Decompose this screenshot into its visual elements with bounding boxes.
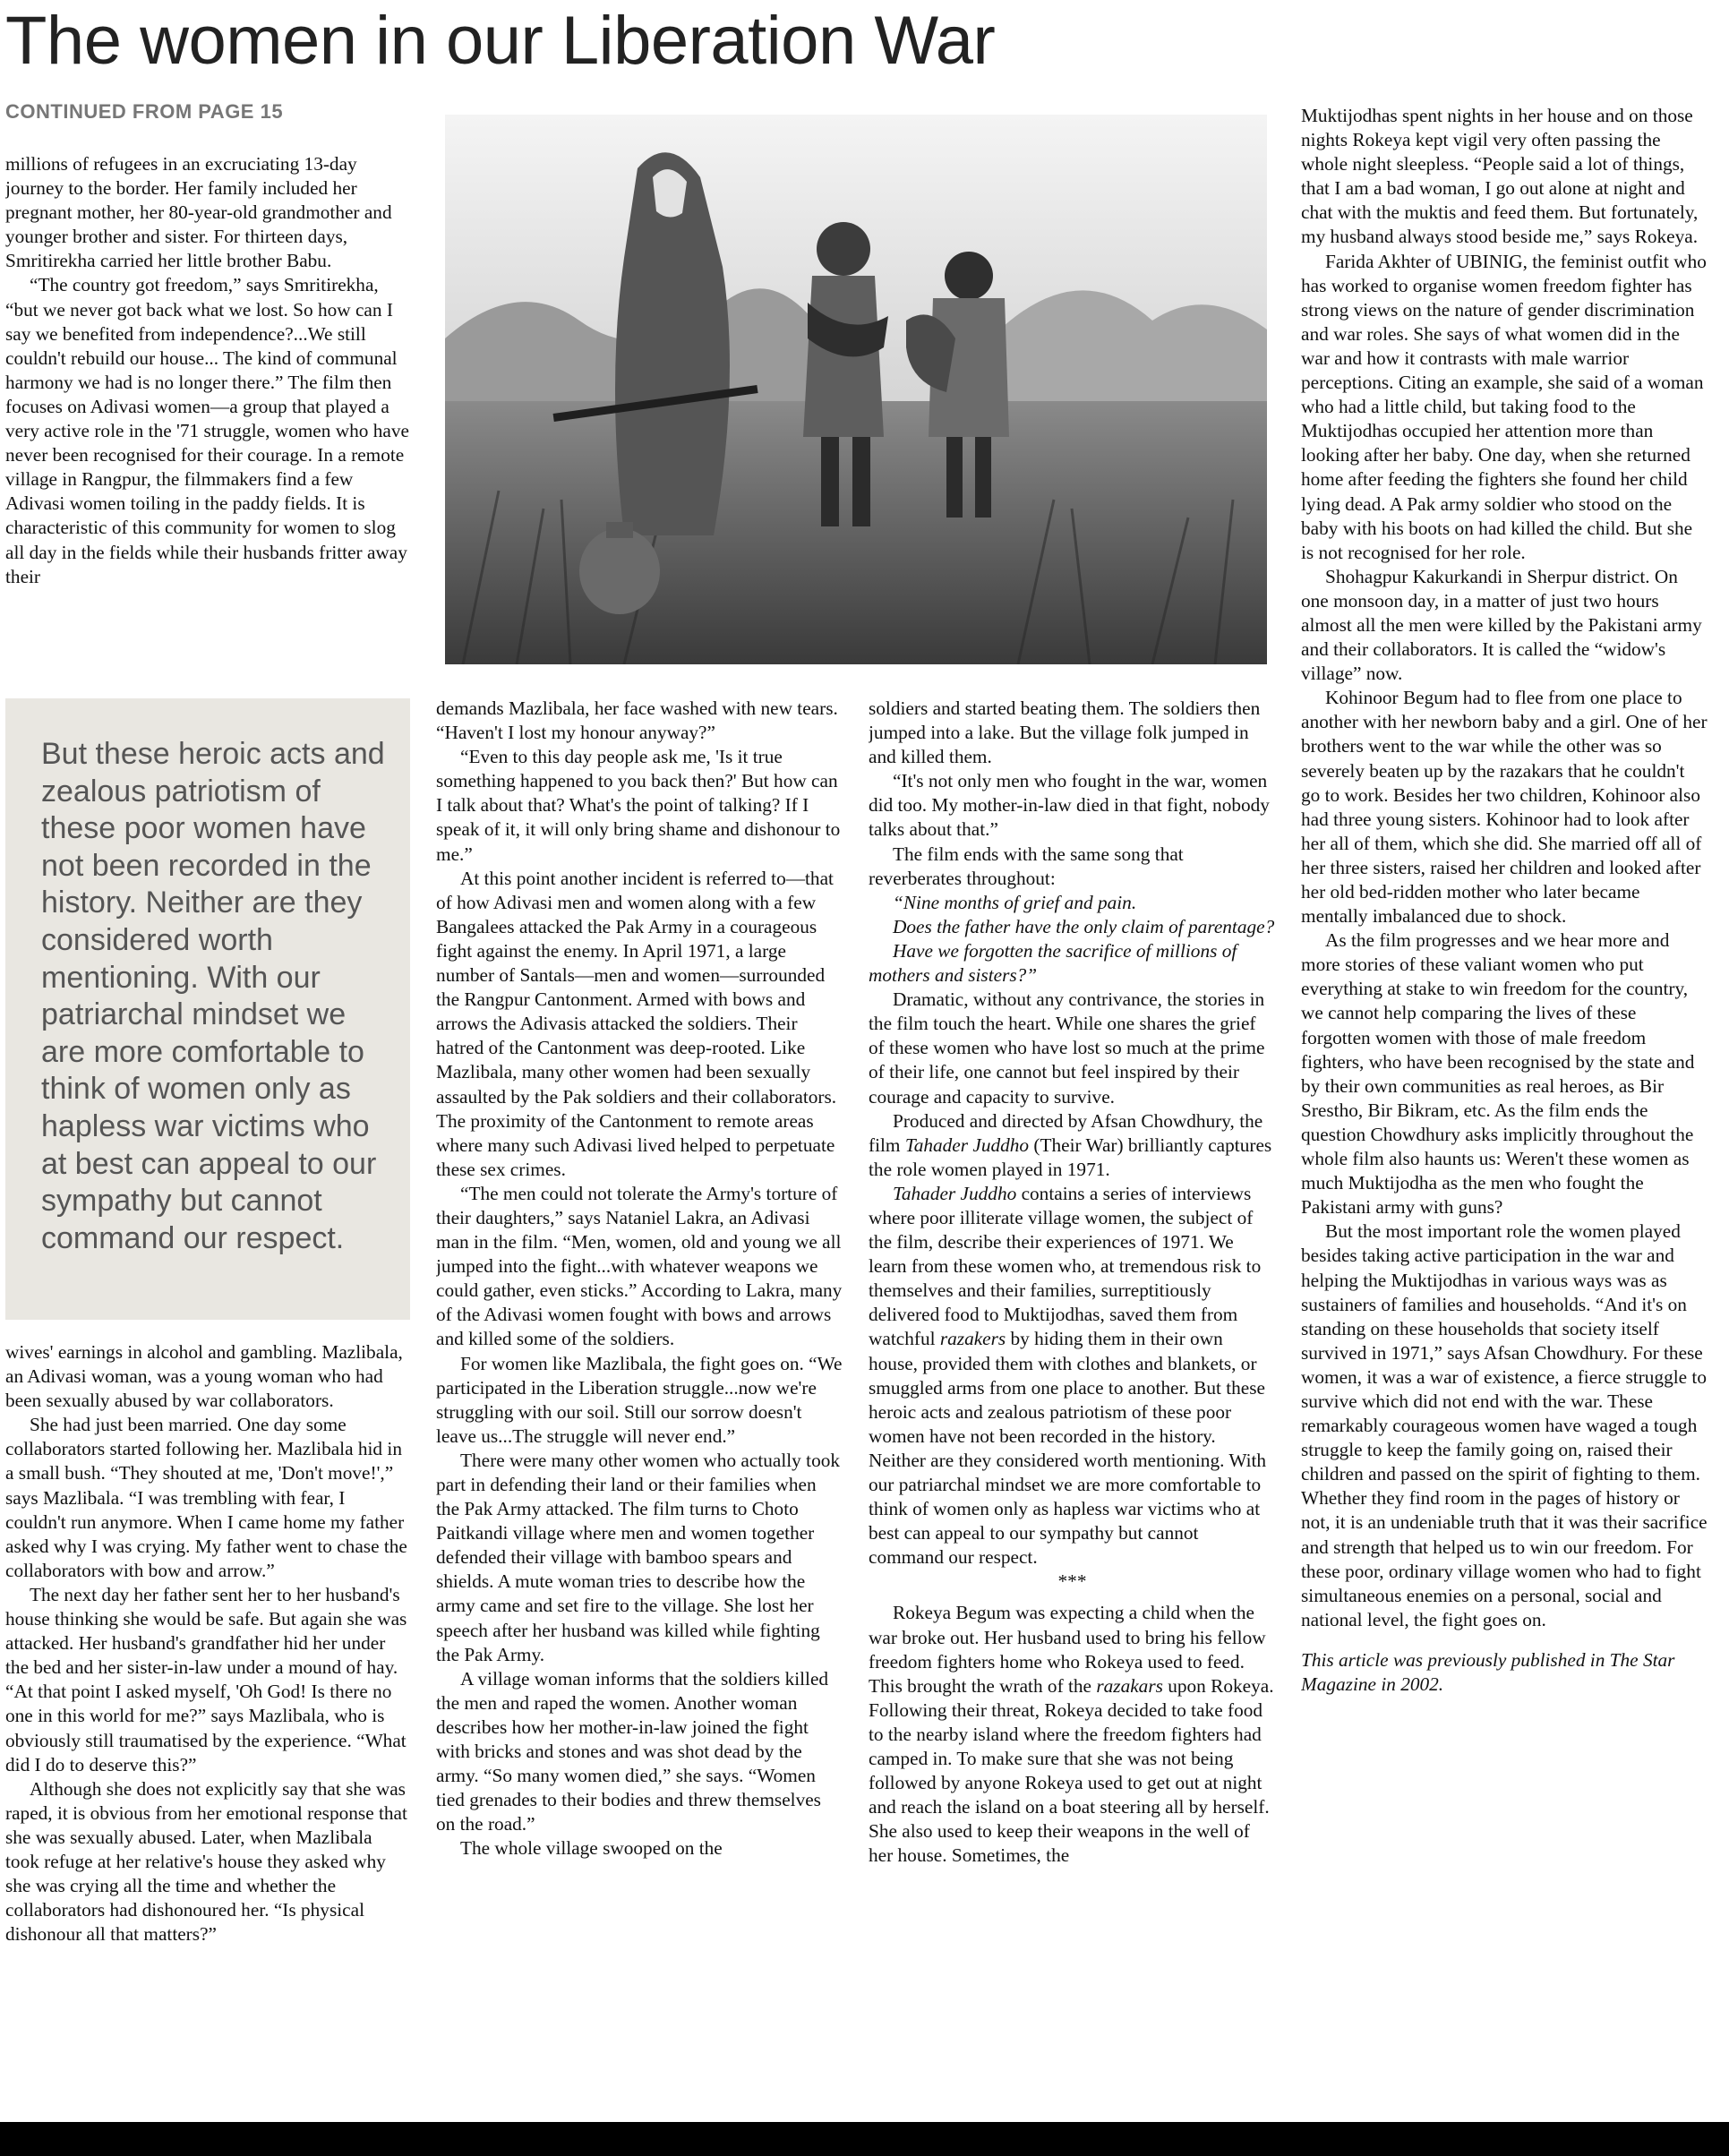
paragraph: Muktijodhas spent nights in her house and on those nights Rokeya kept vigil very often passing the whole night sleepless. “People said a lot of things, that I am a bad woman, I go out alone at night and chat with the muktis and feed them. But fortunately, my husband always stood beside me,” says Rokeya. bbox=[1301, 105, 1699, 248]
column-3 bbox=[869, 697, 1276, 2122]
paragraph: “Even to this day people ask me, 'Is it true something happened to you back then?' But how can I talk about that? What's the point of talking? If I speak of it, it will only bring shame and dishonour to me.” bbox=[436, 746, 841, 865]
paragraph: But the most important role the women played besides taking active participation in the war and helping the Muktijodhas in various ways was as sustainers of families and households. “And it's on standing on these households that society itself survived in 1971,” says Afsan Chowdhury. For these women, it was a war of existence, a fierce struggle to survive which did not end with the war. These remarkably courageous women have waged a tough struggle to keep the family going on, raised their children and passed on the spirit of fighting to them. Whether they find room in the pages of history or not, it is an undeniable truth that it was their sacrifice and strength that helped us to win our freedom. For these poor, ordinary village women who had to fight simultaneous enemies on a personal, social and national level, the fight goes on. bbox=[1301, 1220, 1708, 1630]
paragraph: Farida Akhter of UBINIG, the feminist outfit who has worked to organise women freedom fighter has strong views on the nature of gender discrimination and war roles. She says of what women did in the war and how it contrasts with male warrior perceptions. Citing an example, she said of a woman who had a little child, but taking food to the Muktijodhas occupied her attention more than looking after her baby. One day, when she returned home after feeding the fighters she found her child lying dead. A Pak army soldier who stood on the baby with his boots on had killed the child. But she is not recognised for her role. bbox=[1301, 250, 1707, 563]
section-separator: *** bbox=[1057, 1570, 1087, 1593]
paragraph: There were many other women who actually took part in defending their land or their families when the Pak Army attacked. The film turns to Choto Paitkandi village where men and women together defended their village with bamboo spears and shields. A mute woman tries to describe how the army came and set fire to the village. She lost her speech after her husband was killed while fighting the Pak Army. bbox=[436, 1449, 841, 1665]
headline: The women in our Liberation War bbox=[5, 3, 996, 79]
paragraph bbox=[869, 1109, 1276, 1182]
paragraph: millions of refugees in an excruciating 13-day journey to the border. Her family included her pregnant mother, her 80-year-old grandmother and younger brother and sister. For thirteen days, Smritirekha carried her little brother Babu. bbox=[5, 153, 392, 272]
paragraph: “It's not only men who fought in the war, women did too. My mother-in-law died in that fight, nobody talks about that.” bbox=[869, 770, 1270, 841]
column-1-top bbox=[5, 152, 410, 680]
film-title: Tahader Juddho bbox=[904, 1134, 1030, 1156]
paragraph: Although she does not explicitly say that she was raped, it is obvious from her emotional response that she was sexually abused. Later, when Mazlibala took refuge at her relative's house they asked why she was crying all the time and whether the collaborators had dishonoured her. “Is physical dishonour all that matters?” bbox=[5, 1777, 407, 1946]
italic-term: razakers bbox=[939, 1328, 1006, 1350]
continued-label: CONTINUED FROM PAGE 15 bbox=[5, 100, 284, 123]
column-1-bottom bbox=[5, 1340, 410, 2122]
women-in-paddy-field-image bbox=[445, 115, 1267, 664]
text-run: Produced and directed by Afsan Chowdhury, the film bbox=[869, 1109, 1263, 1156]
paragraph: demands Mazlibala, her face washed with new tears. “Haven't I lost my honour anyway?” bbox=[436, 697, 838, 744]
text-run: by hiding them in their own house, provided them with clothes and blankets, or smuggled arms from one place to another. But these heroic acts and zealous patriotism of these poor women have not been recorded in the history. Neither are they considered worth mentioning. With our patriarchal mindset we are more comfortable to think of women only as hapless war victims who at best can appeal to our sympathy but cannot command our respect. bbox=[869, 1328, 1267, 1569]
paragraph: Kohinoor Begum had to flee from one place to another with her newborn baby and a girl. One of her brothers went to the war while the other was so severely beaten up by the razakars that he couldn't go to work. Besides her two children, Kohinoor also had three young sisters. Kohinoor had to look after her all of them, which she did. She married off all of her three sisters, raised her children and looked after her old bed-ridden mother who later became mentally imbalanced due to shock. bbox=[1301, 687, 1708, 928]
paragraph: As the film progresses and we hear more and more stories of these valiant women who put everything at stake to win freedom for the country, we cannot help comparing the lives of these forgotten women with those of male freedom fighters, who have been recognised by the state and by their own communities as real heroes, as Bir Srestho, Bir Bikram, etc. As the film ends the question Chowdhury asks implicitly throughout the whole film also haunts us: Weren't these women as much Muktijodha as the men who fought the Pakistani army with guns? bbox=[1301, 929, 1695, 1219]
publication-credit: This article was previously published in The Star Magazine in 2002. bbox=[1301, 1648, 1675, 1695]
text-run: contains a series of interviews where poor illiterate village women, the subject of the film, describe their experiences of 1971. We learn from these women who, at tremendous risk to themselves and their families, surreptitiously delivered food to Muktijodhas, saved them from watchful bbox=[869, 1182, 1262, 1350]
song-verse: “Nine months of grief and pain. bbox=[893, 891, 1137, 913]
paragraph: “The country got freedom,” says Smritirekha, “but we never got back what we lost. So how can I say we benefited from independence?...We still couldn't rebuild our house... The kind of communal harmony we had is no longer there.” The film then focuses on Adivasi women—a group that played a very active role in the '71 struggle, women who have never been recognised for their courage. In a remote village in Rangpur, the filmmakers find a few Adivasi women toiling in the paddy fields. It is characteristic of this community for women to slog all day in the fields while their husbands fritter away their bbox=[5, 274, 409, 587]
paragraph: The next day her father sent her to her husband's house thinking she would be safe. But again she was attacked. Her husband's grandfather hid her under the bed and her sister-in-law under a mound of hay. “At that point I asked myself, 'Oh God! Is there no one in this world for me?” says Mazlibala, who is obviously still traumatised by the experience. “What did I do to deserve this?” bbox=[5, 1583, 407, 1775]
bottom-black-bar bbox=[0, 2122, 1729, 2156]
pull-quote: But these heroic acts and zealous patriotism of these poor women have not been recorded in the history. Neither are they considered worth mentioning. With our patriarchal mindset we are more comfortable to think of women only as hapless war victims who at best can appeal to our sympathy but cannot command our respect. bbox=[5, 698, 410, 1320]
paragraph: “The men could not tolerate the Army's torture of their daughters,” says Nataniel Lakra, an Adivasi man in the film. “Men, women, old and young we all jumped into the fight...with whatever weapons we could gather, even sticks.” According to Lakra, many of the Adivasi women fought with bows and arrows and killed some of the soldiers. bbox=[436, 1182, 843, 1350]
text-run: upon Rokeya. Following their threat, Rokeya decided to take food to the nearby island where the freedom fighters had camped in. To make sure that she was not being followed by anyone Rokeya used to get out at night and reach the island on a boat steering all by herself. She also used to keep their weapons in the well of her house. Sometimes, the bbox=[869, 1674, 1274, 1867]
paragraph: The whole village swooped on the bbox=[460, 1837, 723, 1860]
column-2 bbox=[436, 697, 843, 2122]
paragraph: soldiers and started beating them. The soldiers then jumped into a lake. But the village folk jumped in and killed them. bbox=[869, 697, 1261, 768]
text-run: (Their War) brilliantly captures the role women played in 1971. bbox=[869, 1134, 1272, 1180]
italic-term: razakars bbox=[1096, 1674, 1163, 1697]
song-verse: Have we forgotten the sacrifice of millions of mothers and sisters?” bbox=[869, 939, 1237, 987]
paragraph: Shohagpur Kakurkandi in Sherpur district. On one monsoon day, in a matter of just two hours almost all the men were killed by the Pakistani army and their collaborators. It is called the “widow's village” now. bbox=[1301, 565, 1702, 685]
paragraph bbox=[869, 1601, 1276, 1868]
paragraph: wives' earnings in alcohol and gambling. Mazlibala, an Adivasi woman, was a young woman who had been sexually abused by war collaborators. bbox=[5, 1341, 403, 1412]
paragraph: She had just been married. One day some collaborators started following her. Mazlibala hid in a small bush. “They shouted at me, 'Don't move!',” says Mazlibala. “I was trembling with fear, I couldn't run anymore. When I came home my father asked why I was crying. My father went to chase the collaborators with bow and arrow.” bbox=[5, 1414, 407, 1581]
paragraph: For women like Mazlibala, the fight goes on. “We participated in the Liberation struggle...now we're struggling with our soil. Still our sorrow doesn't leave us...The struggle will never end.” bbox=[436, 1352, 843, 1447]
paragraph: The film ends with the same song that reverberates throughout: bbox=[869, 843, 1184, 889]
article-photo bbox=[445, 115, 1267, 664]
column-4 bbox=[1301, 104, 1708, 2122]
paragraph: At this point another incident is referred to—that of how Adivasi men and women along with a few Bangalees attacked the Pak Army in a courageous fight against the enemy. In April 1971, a large number of Santals—men and women—surrounded the Rangpur Cantonment. Armed with bows and arrows the Adivasis attacked the soldiers. Their hatred of the Cantonment was deep-rooted. Like Mazlibala, many other women had been sexually assaulted by the Pak soldiers and their collaborators. The proximity of the Cantonment to remote areas where many such Adivasi lived helped to perpetuate these sex crimes. bbox=[436, 867, 837, 1180]
film-title: Tahader Juddho bbox=[893, 1182, 1017, 1204]
song-verse: Does the father have the only claim of parentage? bbox=[893, 915, 1275, 937]
paragraph: A village woman informs that the soldiers killed the men and raped the women. Another woman describes how her mother-in-law joined the fight with bricks and stones and was shot dead by the army. “So many women died,” she says. “Women tied grenades to their bodies and threw themselves on the road.” bbox=[436, 1667, 829, 1835]
paragraph bbox=[869, 1182, 1276, 1570]
text-run: Rokeya Begum was expecting a child when the war broke out. Her husband used to bring his fellow freedom fighters home who Rokeya used to feed. This brought the wrath of the bbox=[869, 1602, 1266, 1697]
paragraph: Dramatic, without any contrivance, the stories in the film touch the heart. While one shares the grief of these women who have lost so much at the prime of their life, one cannot but feel inspired by their courage and capacity to survive. bbox=[869, 988, 1265, 1108]
